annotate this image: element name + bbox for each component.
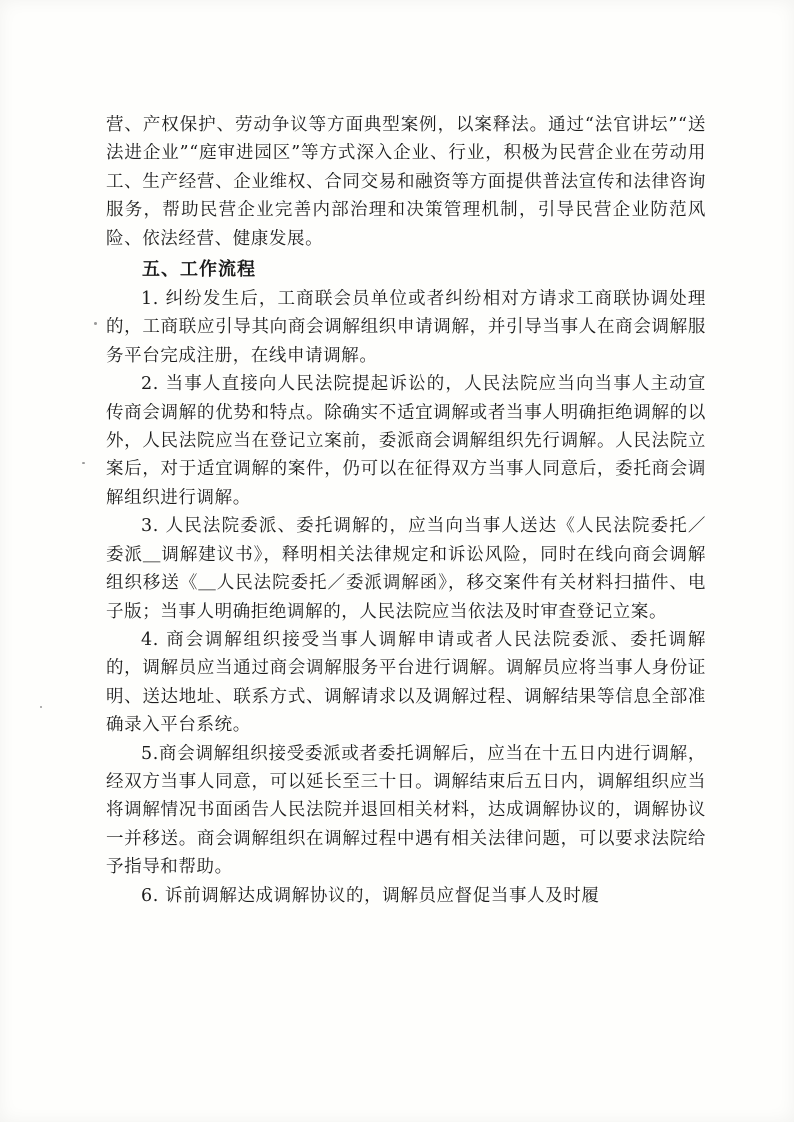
workflow-item-2: 2. 当事人直接向人民法院提起诉讼的，人民法院应当向当事人主动宣传商会调解的优势和特点。除确实不适宜调解或者当事人明确拒绝调解的以外，人民法院应当在登记立案前，委派商会调解组织先行调解。人民法院立案后，对于适宜调解的案件，仍可以在征得双方当事人同意后，委托商会调解组织进行调解。 [106,374,706,508]
paragraph-continuation: 营、产权保护、劳动争议等方面典型案例，以案释法。通过“法官讲坛”“送法进企业”“庭审进园区”等方式深入企业、行业，积极为民营企业在劳动用工、生产经营、企业维权、合同交易和融资等方面提供普法宣传和法律咨询服务，帮助民营企业完善内部治理和决策管理机制，引导民营企业防范风险、依法经营、健康发展。 [106,115,706,249]
workflow-item-5: 5.商会调解组织接受委派或者委托调解后，应当在十五日内进行调解，经双方当事人同意，可以延长至三十日。调解结束后五日内，调解组织应当将调解情况书面函告人民法院并退回相关材料，达成调解协议的，调解协议一并移送。商会调解组织在调解过程中遇有相关法律问题，可以要求法院给予指导和帮助。 [106,743,706,878]
scan-speck [40,706,42,708]
section-heading-workflow: 五、工作流程 [142,259,256,281]
scan-speck [82,462,85,464]
workflow-item-1: 1. 纠纷发生后，工商联会员单位或者纠纷相对方请求工商联协调处理的，工商联应引导其向商会调解组织申请调解，并引导当事人在商会调解服务平台完成注册，在线申请调解。 [106,289,706,366]
scan-speck [94,322,97,325]
workflow-item-6: 6. 诉前调解达成调解协议的，调解员应督促当事人及时履 [141,885,600,906]
workflow-item-4: 4. 商会调解组织接受当事人调解申请或者人民法院委派、委托调解的，调解员应当通过商会调解服务平台进行调解。调解员应将当事人身份证明、送达地址、联系方式、调解请求以及调解过程、调解结果等信息全部准确录入平台系统。 [106,629,706,736]
document-body [106,111,706,910]
workflow-item-3: 3. 人民法院委派、委托调解的，应当向当事人送达《人民法院委托／委派＿调解建议书》，释明相关法律规定和诉讼风险，同时在线向商会调解组织移送《＿人民法院委托／委派调解函》，移交案件有关材料扫描件、电子版；当事人明确拒绝调解的，人民法院应当依法及时审查登记立案。 [106,516,706,622]
